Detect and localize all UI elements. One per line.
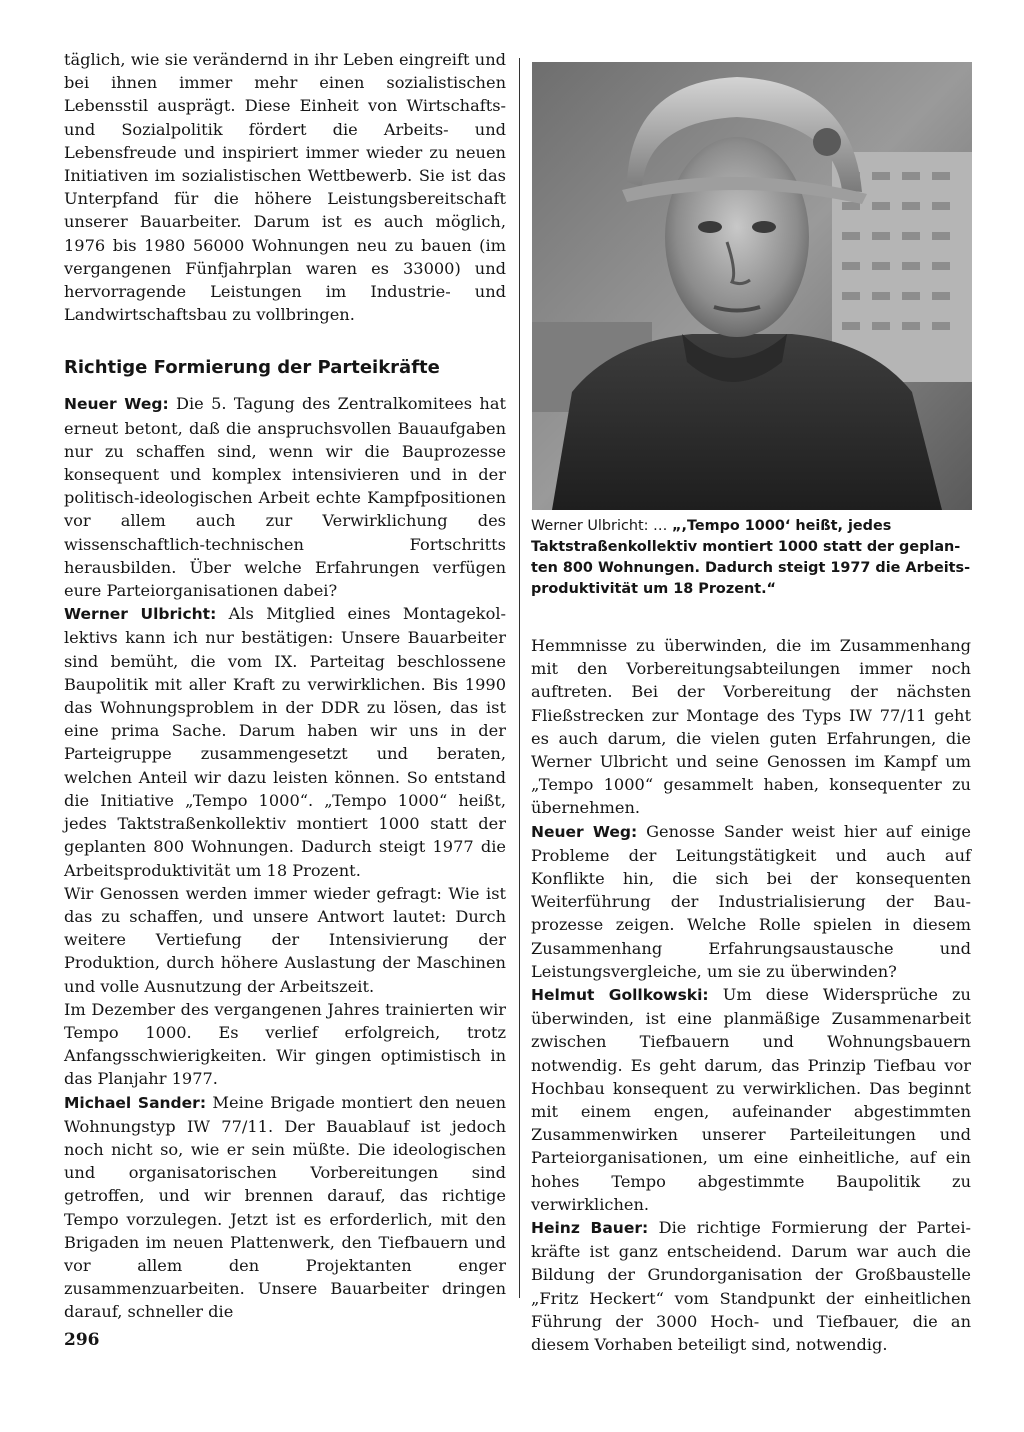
interview-paragraph: Wir Genossen werden immer wieder gefragt: Wie ist das zu schaffen, und unsere Antwort lautet: Durch weitere Vertiefung der Intensivierung der Produktion, durch höhere Auslastung der Maschinen und volle Ausnutzung der Arbeitszeit. [64, 883, 506, 996]
right-column [531, 634, 971, 1356]
column-divider [519, 58, 520, 1298]
interview-paragraph [64, 1091, 506, 1324]
interview-paragraph [531, 1216, 971, 1356]
paragraph-text: Meine Brigade montiert den neuen Wohnungstyp IW 77/11. Der Bauablauf ist jedoch noch nicht so, wie er sein müßte. Die ideologischen und organisatorischen Vorbereitungen sind getroffen, und wir brennen darauf, das richtige Tempo vorzulegen. Jetzt ist es erforderlich, mit den Brigaden im neuen Plattenwerk, den Tiefbauern und vor allem den Projektanten enger zusammenzuarbeiten. Unsere Bauarbeiter dringen darauf, schneller die [64, 1092, 506, 1322]
left-column [64, 48, 506, 1324]
section-heading: Richtige Formierung der Parteikräfte [64, 357, 440, 379]
paragraph-text: Die richtige Formierung der Parteikräfte ist ganz entscheidend. Darum war auch die Bildung der Grundorganisation der Großbaustelle „Fritz Heckert“ vom Standpunkt der einheitlichen Führung der 3000 Hoch- und Tiefbauer, die an diesem Vorhaben beteiligt sind, notwendig. [531, 1218, 971, 1355]
interview-paragraph [531, 820, 971, 983]
intro-paragraph: täglich, wie sie verändernd in ihr Leben eingreift und bei ihnen immer mehr einen sozialistischen Lebensstil ausprägt. Diese Einheit von Wirtschafts- und Sozialpolitik fördert die Arbeits- und Lebensfreude und inspiriert immer wieder zu neuen Initiativen im sozialistischen Wettbewerb. Sie ist das Unterpfand für die höhere Leistungsbereitschaft unserer Bauarbeiter. Darum ist es auch möglich, 1976 bis 1980 56000 Wohnungen neu zu bauen (im vergangenen Fünfjahrplan waren es 33000) und hervorragende Leistungen im Industrie- und Landwirtschaftsbau zu vollbringen. [64, 50, 506, 325]
speaker-name: Michael Sander: [64, 1093, 207, 1112]
interview-paragraph [531, 983, 971, 1216]
speaker-name: Heinz Bauer: [531, 1219, 649, 1238]
speaker-name: Neuer Weg: [64, 395, 169, 414]
caption-quote: „,Tempo 1000‘ heißt, jedes Taktstraßenkollektiv montiert 1000 statt der geplanten 800 Wohnungen. Dadurch steigt 1977 die Arbeitsproduktivität um 18 Prozent.“ [531, 518, 971, 597]
page-number: 296 [64, 1330, 100, 1350]
interview-paragraph: Im Dezember des vergangenen Jahres trainierten wir Tempo 1000. Es verlief erfolgreich, trotz Anfangsschwierigkeiten. Wir gingen optimistisch in das Planjahr 1977. [64, 999, 506, 1089]
paragraph-text: Als Mitglied eines Montagekollektivs kann ich nur bestätigen: Unsere Bauarbeiter sind bemüht, die vom IX. Parteitag beschlossene Baupolitik mit aller Kraft zu verwirklichen. Bis 1990 das Wohnungsproblem in der DDR zu lösen, das ist eine prima Sache. Darum haben wir uns in der Parteigruppe zusammengesetzt und beraten, welchen Anteil wir dazu leisten können. So entstand die Initiative „Tempo 1000“. „Tempo 1000“ heißt, jedes Taktstraßenkollektiv montiert 1000 statt der geplanten 800 Wohnungen. Dadurch steigt 1977 die Arbeitsproduktivität um 18 Prozent. [64, 604, 506, 880]
portrait-photo [532, 62, 972, 510]
interview-paragraph [64, 392, 506, 602]
photo-caption [531, 516, 973, 600]
paragraph-text: Um diese Widersprüche zu überwinden, ist eine planmäßige Zusammenarbeit zwischen Tiefbauern und Wohnungsbauern notwendig. Es geht darum, das Prinzip Tiefbau vor Hochbau konsequent zu verwirklichen. Das beginnt mit einem engen, aufeinander abgestimmten Zusammenwirken unserer Parteileitungen und Parteiorganisationen, um eine einheitliche, auf ein hohes Tempo abgestimmte Baupolitik zu verwirklichen. [531, 985, 971, 1214]
paragraph-text: Genosse Sander weist hier auf einige Probleme der Leitungstätigkeit und auch auf Konflikte hin, die sich bei der konsequenten Weiterführung der Industrialisierung der Bauprozesse zeigen. Welche Rolle spielen in diesem Zusammenhang Erfahrungsaustausche und Leistungsvergleiche, um sie zu überwinden? [531, 821, 971, 981]
interview-paragraph: Hemmnisse zu überwinden, die im Zusammenhang mit den Vorbereitungsabteilungen immer noch auftreten. Bei der Vorbereitung der nächsten Fließstrecken zur Montage des Typs IW 77/11 geht es auch darum, die vielen guten Erfahrungen, die Werner Ulbricht und seine Genossen im Kampf um „Tempo 1000“ gesammelt haben, konsequenter zu übernehmen. [531, 636, 971, 818]
interview-paragraph [64, 602, 506, 881]
speaker-name: Neuer Weg: [531, 822, 638, 841]
speaker-name: Werner Ulbricht: [64, 605, 217, 624]
paragraph-text: Die 5. Tagung des Zentralkomitees hat erneut betont, daß die anspruchsvollen Bauaufgaben nur zu schaffen sind, wenn wir die Bauprozesse konsequent und komplex intensivieren und in der politisch-ideologischen Arbeit echte Kampfpositionen vor allem auch zur Verwirklichung des wissenschaftlich-technischen Fortschritts herausbilden. Über welche Erfahrungen verfügen eure Parteiorganisationen dabei? [64, 394, 506, 601]
speaker-name: Helmut Gollkowski: [531, 986, 709, 1005]
caption-lead: Werner Ulbricht: … [531, 518, 673, 534]
